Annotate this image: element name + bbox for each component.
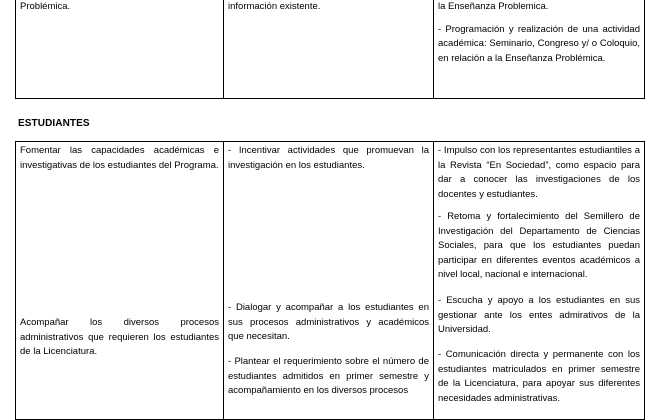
- continuation-table: [15, 0, 645, 99]
- strategy-text: - Incentivar actividades que promuevan la investigación en los estudiantes.: [228, 145, 429, 171]
- objective-text: Fomentar las capacidades académicas e investigativas de los estudiantes del Programa.: [20, 145, 219, 171]
- cell-text: información existente.: [228, 1, 321, 12]
- strategy-text: - Dialogar y acompañar a los estudiantes en sus procesos administrativos y académicos que necesitan.: [228, 302, 429, 343]
- table-cell: [224, 0, 434, 99]
- table-row: [16, 0, 645, 99]
- cell-text: - Programación y realización de una actividad académica: Seminario, Congreso y/ o Coloquio, en relación a la Enseñanza Problémica.: [438, 23, 640, 64]
- students-table: [15, 141, 645, 420]
- table-row: [16, 142, 645, 420]
- action-text: - Impulso con los representantes estudiantiles a la Revista “En Sociedad”, como espacio para dar a conocer las investigaciones de los docentes y estudiantes.: [438, 145, 640, 200]
- action-text: - Escucha y apoyo a los estudiantes en sus gestionar ante los entes admirativos de la Universidad.: [438, 295, 640, 336]
- strategy-text: - Plantear el requerimiento sobre el número de estudiantes admitidos en primer semestre y acompañamiento en los diversos procesos: [228, 356, 429, 397]
- action-text: - Comunicación directa y permanente con los estudiantes matriculados en primer semestre de la Licenciatura, para apoyar sus diferentes necesidades administrativas.: [438, 349, 640, 404]
- action-text: - Retoma y fortalecimiento del Semillero de Investigación del Departamento de Ciencias Sociales, para que los estudiantes puedan participar en diferentes eventos académicos a nivel local, nacional e internacional.: [438, 211, 640, 281]
- cell-text: Problémica.: [20, 1, 71, 12]
- objective-text: Acompañar los diversos procesos administrativos que requieren los estudiantes de la Licenciatura.: [20, 317, 219, 358]
- section-heading: ESTUDIANTES: [18, 118, 90, 129]
- table-cell: [16, 0, 224, 99]
- actions-cell: [434, 142, 645, 420]
- strategies-cell: [224, 142, 434, 420]
- cell-text: la Enseñanza Problemica.: [438, 1, 549, 12]
- objectives-cell: [16, 142, 224, 420]
- table-cell: [434, 0, 645, 99]
